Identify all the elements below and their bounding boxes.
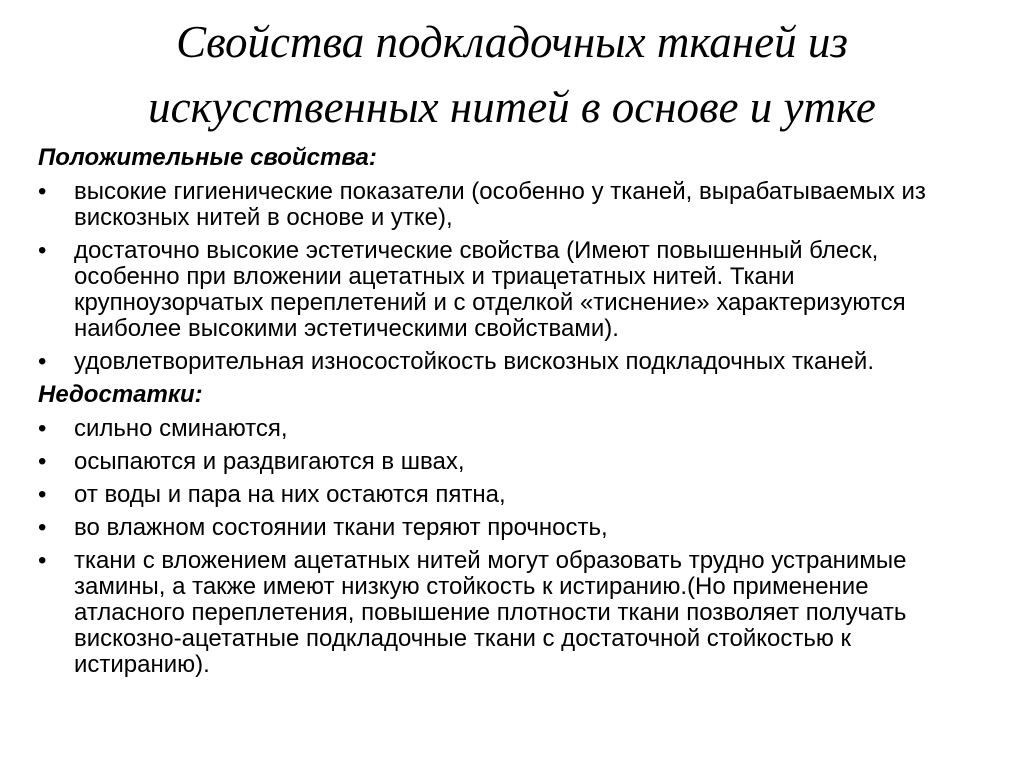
list-item — [38, 416, 978, 442]
drawbacks-heading: Недостатки: — [38, 381, 203, 408]
list-item-text: сильно сминаются, — [74, 415, 288, 442]
list-item — [38, 179, 978, 231]
slide-content — [38, 145, 978, 685]
bullet-icon: • — [38, 237, 47, 264]
list-item — [38, 449, 978, 475]
bullet-icon: • — [38, 348, 47, 375]
slide-title: Свойства подкладочных тканей из искусственных нитей в основе и утке — [148, 17, 876, 132]
bullet-icon: • — [38, 547, 47, 574]
list-item-text: осыпаются и раздвигаются в швах, — [74, 448, 465, 475]
list-item — [38, 349, 978, 375]
bullet-icon: • — [38, 415, 47, 442]
bullet-icon: • — [38, 514, 47, 541]
list-item — [38, 548, 978, 678]
list-item — [38, 482, 978, 508]
positive-properties-heading: Положительные свойства: — [38, 144, 377, 171]
list-item-text: во влажном состоянии ткани теряют прочность, — [74, 514, 608, 541]
list-item — [38, 238, 978, 342]
list-item-text: ткани с вложением ацетатных нитей могут образовать трудно устранимые замины, а также имеют низкую стойкость к истиранию.(Но применение атласного переплетения, повышение плотности ткани позволяет получать вискозно-ацетатные подкладочные ткани с достаточной стойкостью к истиранию). — [74, 547, 907, 678]
positive-properties-list — [38, 179, 978, 375]
list-item-text: высокие гигиенические показатели (особенно у тканей, вырабатываемых из вискозных нитей в основе и утке), — [74, 178, 926, 231]
list-item-text: от воды и пара на них остаются пятна, — [74, 481, 506, 508]
list-item-text: достаточно высокие эстетические свойства (Имеют повышенный блеск, особенно при вложении ацетатных и триацетатных нитей. Ткани крупноузорчатых переплетений и с отделкой «тиснение» характеризуются наиболее высокими эстетическими свойствами). — [74, 237, 906, 342]
bullet-icon: • — [38, 448, 47, 475]
bullet-icon: • — [38, 178, 47, 205]
list-item-text: удовлетворительная износостойкость вискозных подкладочных тканей. — [74, 348, 874, 375]
list-item — [38, 515, 978, 541]
drawbacks-list — [38, 416, 978, 678]
bullet-icon: • — [38, 481, 47, 508]
